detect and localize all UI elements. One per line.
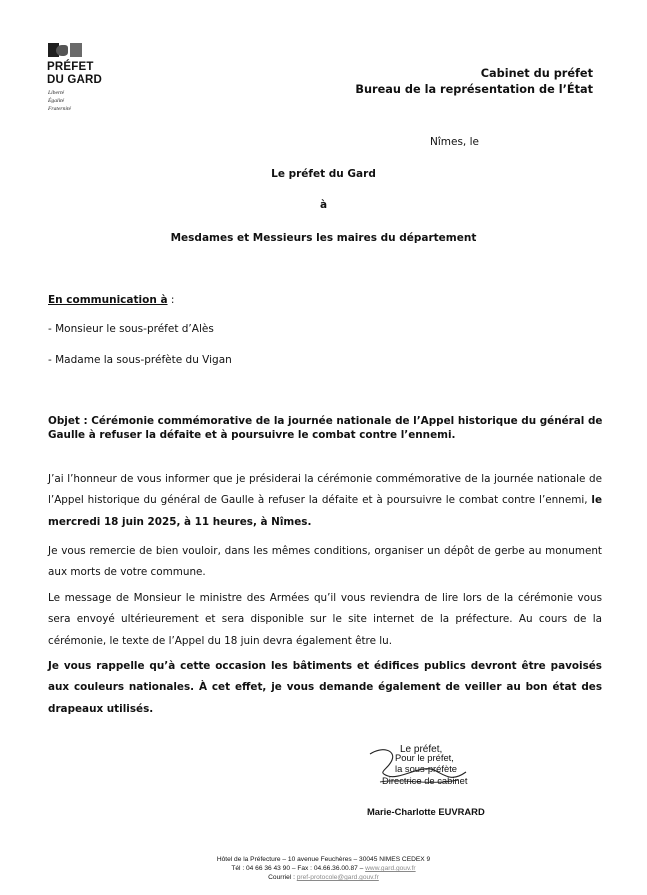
body-paragraph-1	[48, 469, 602, 533]
communication-label: En communication à	[48, 294, 168, 306]
signature-line-prefet: Le préfet,	[400, 744, 443, 755]
footer-contact	[0, 865, 647, 873]
handwritten-signature	[362, 742, 472, 792]
footer-website-link[interactable]: www.gard.gouv.fr	[365, 865, 416, 872]
body-paragraph-1-text: J’ai l’honneur de vous informer que je présiderai la cérémonie commémorative de la journée nationale de l’Appel historique du général de Gaulle à refuser la défaite et à poursuivre le combat contre l’ennemi,	[48, 473, 602, 507]
body-paragraph-4: Je vous rappelle qu’à cette occasion les bâtiments et édifices publics devront être pavoisés aux couleurs nationales. À cet effet, je vous demande également de veiller au bon état des drapeaux utilisés.	[48, 660, 602, 715]
signature-line-pour: Pour le préfet,	[395, 752, 454, 763]
communication-item-ales: - Monsieur le sous-préfet d’Alès	[48, 323, 214, 335]
bureau-name: Bureau de la représentation de l’État	[355, 83, 593, 96]
motto-liberte: Liberté	[48, 90, 65, 96]
logo-title-line1: PRÉFET	[47, 61, 94, 73]
to-word: à	[319, 199, 328, 211]
logo-title-line2: DU GARD	[47, 74, 103, 86]
footer-address: Hôtel de la Préfecture – 10 avenue Feuchères – 30045 NIMES CEDEX 9	[216, 856, 431, 863]
body-paragraph-3: Le message de Monsieur le ministre des Armées qu’il vous reviendra de lire lors de la cérémonie vous sera envoyé ultérieurement et sera disponible sur le site internet de la préfecture. Au cours de la cérémonie, le texte de l’Appel du 18 juin devra également être lu.	[48, 592, 602, 647]
signature-line-sous-prefete: la sous-préfète	[395, 763, 458, 774]
body-paragraph-1-date: le mercredi 18 juin 2025, à 11 heures, à Nîmes.	[48, 494, 602, 528]
motto-egalite: Égalité	[48, 98, 65, 104]
signature-line-directrice: Directrice de cabinet	[382, 775, 468, 786]
sender: Le préfet du Gard	[271, 168, 376, 180]
recipients: Mesdames et Messieurs les maires du département	[170, 232, 477, 244]
footer-email-link[interactable]: pref-protocole@gard.gouv.fr	[296, 874, 379, 881]
communication-suffix: :	[167, 294, 175, 306]
marianne-logo	[48, 43, 82, 57]
signatory-name: Marie-Charlotte EUVRARD	[367, 806, 485, 817]
footer-email-label: Courriel :	[268, 874, 297, 881]
letter-object: Objet : Cérémonie commémorative de la journée nationale de l’Appel historique du général de Gaulle à refuser la défaite et à poursuivre le combat contre l’ennemi.	[48, 415, 603, 441]
body-paragraph-2: Je vous remercie de bien vouloir, dans les mêmes conditions, organiser un dépôt de gerbe au monument aux morts de votre commune.	[48, 545, 602, 579]
office-name: Cabinet du préfet	[480, 67, 593, 80]
footer-phone-fax: Tél : 04 66 36 43 90 – Fax : 04.66.36.00.87 –	[231, 865, 366, 872]
communication-item-vigan: - Madame la sous-préfète du Vigan	[48, 354, 232, 366]
footer-email	[0, 874, 647, 882]
place-date: Nîmes, le	[430, 136, 479, 148]
motto-fraternite: Fraternité	[48, 106, 71, 112]
communication-heading	[48, 294, 174, 306]
